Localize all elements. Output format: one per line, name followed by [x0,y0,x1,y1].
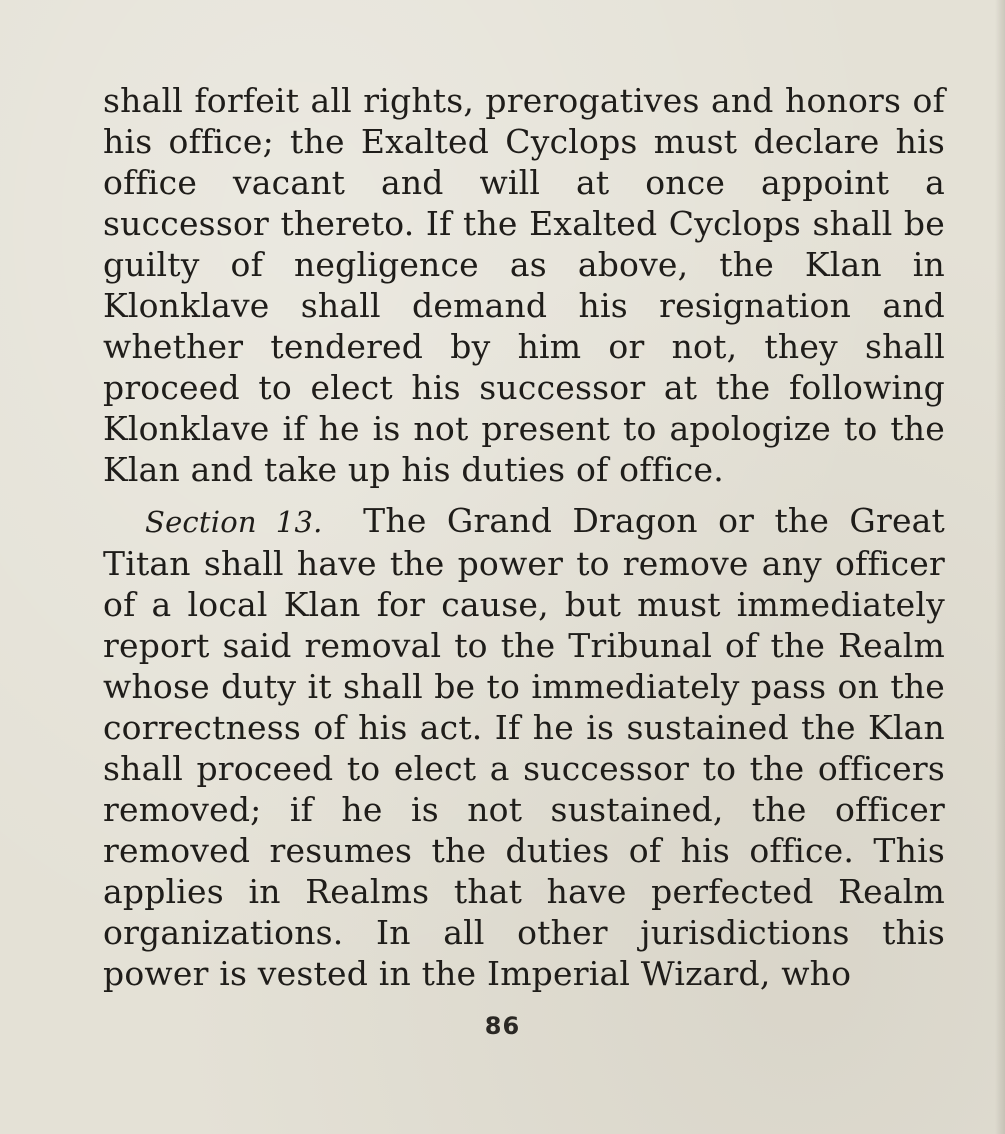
page-edge-shadow [995,0,1005,1134]
paragraph-2 [103,500,945,994]
paragraph-1: shall forfeit all rights, prerogatives and honors of his office; the Exalted Cyclops must declare his office vacant and will at once appoint a successor thereto. If the Exalted Cyclops shall be guilty of negligence as above, the Klan in Klonklave shall demand his resignation and whether tendered by him or not, they shall proceed to elect his successor at the following Klonklave if he is not present to apologize to the Klan and take up his duties of office. [103,81,945,489]
page-number: 86 [484,1012,521,1040]
paragraph-2-body: The Grand Dragon or the Great Titan shall have the power to remove any officer of a local Klan for cause, but must immediately report said removal to the Tribunal of the Realm whose duty it shall be to immediately pass on the correctness of his act. If he is sustained the Klan shall proceed to elect a successor to the officers removed; if he is not sustained, the officer removed resumes the duties of his office. This applies in Realms that have perfected Realm organizations. In all other jurisdictions this power is vested in the Imperial Wizard, who [103,501,946,993]
section-label: Section 13. [145,505,323,539]
body-text [103,80,945,994]
